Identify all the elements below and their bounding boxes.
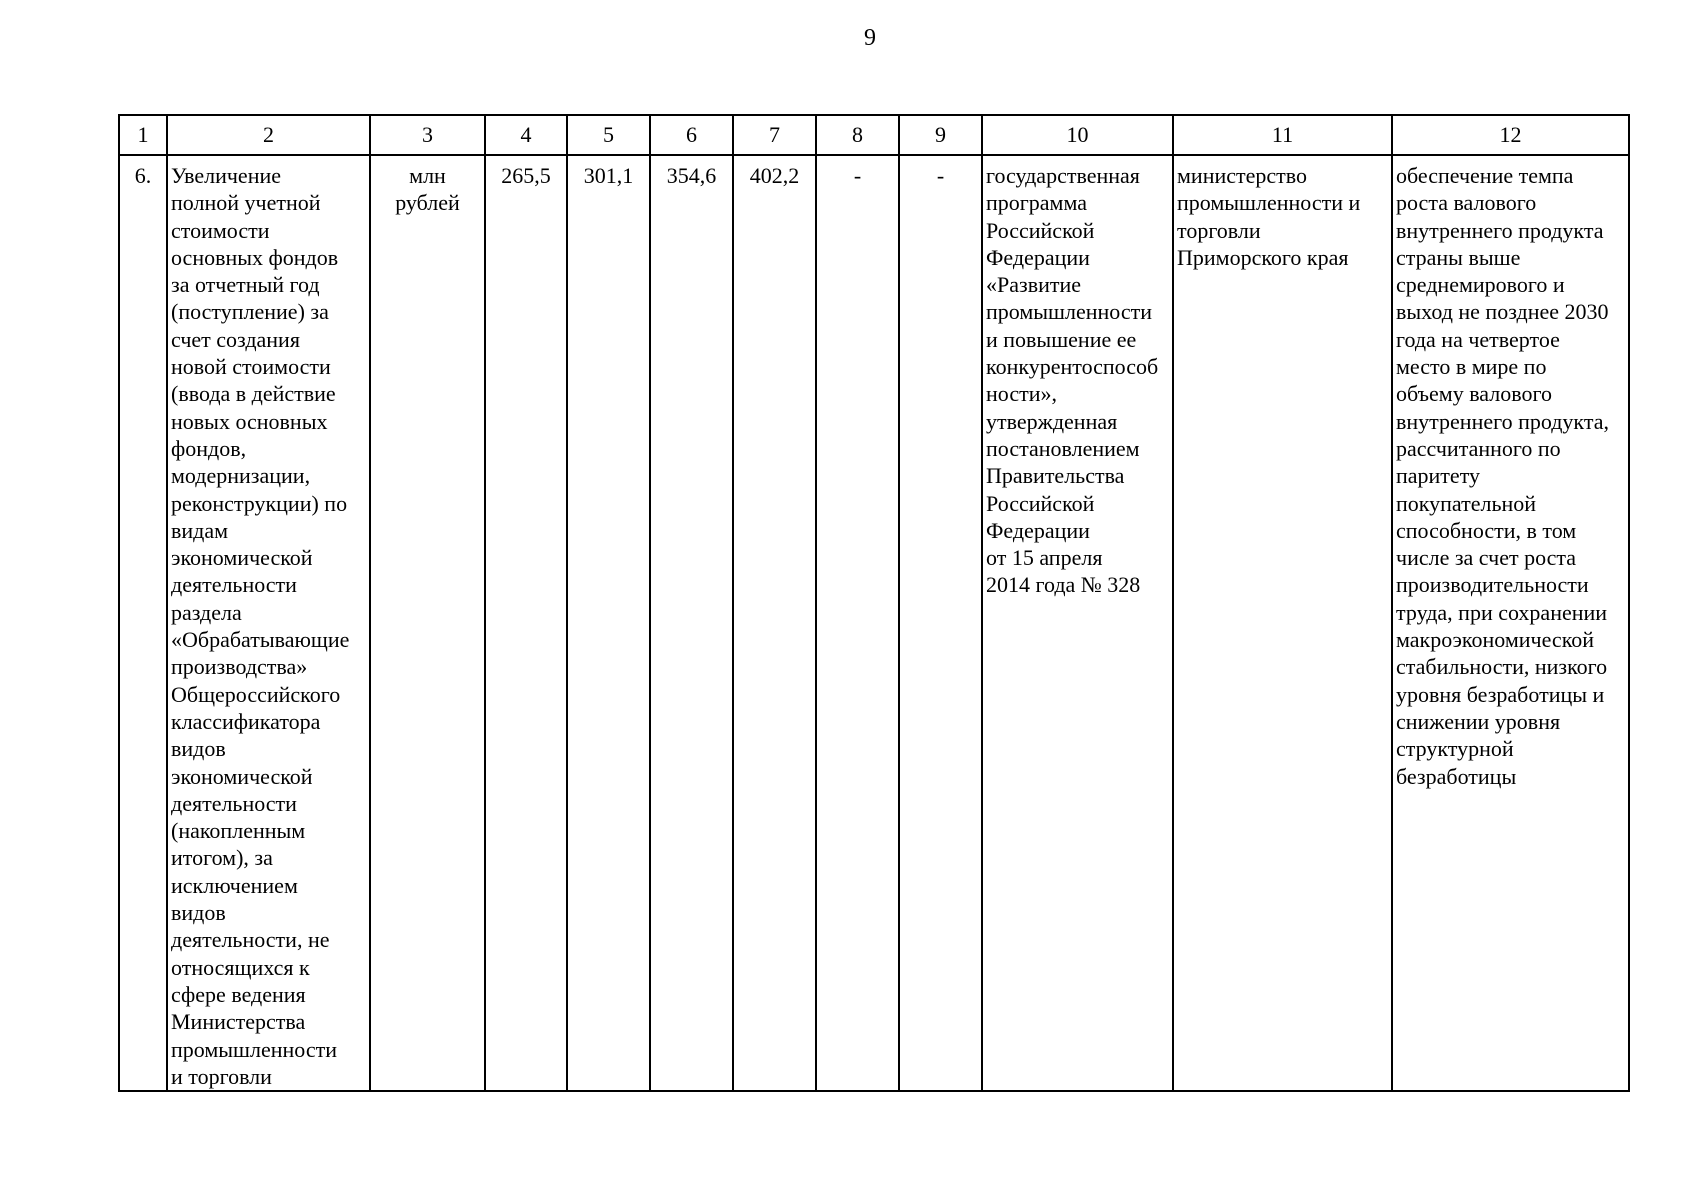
column-number: 8 — [816, 115, 899, 155]
row-index-cell — [119, 155, 167, 1091]
value-cell-9 — [899, 155, 982, 1091]
column-number: 10 — [982, 115, 1173, 155]
value-cell-7 — [733, 155, 816, 1091]
page-number: 9 — [864, 25, 876, 51]
value-cell-8 — [816, 155, 899, 1091]
column-number: 5 — [567, 115, 650, 155]
program-cell — [982, 155, 1173, 1091]
program-text: государственная программа Российской Федерации «Развитие промышленности и повышение ее конкурентоспособ ности», утвержденная постановлением Правительства Российской Федерации от 15 апреля 2014 года № 328 — [986, 163, 1159, 598]
responsible-text: министерство промышленности и торговли Приморского края — [1177, 163, 1361, 270]
column-number: 9 — [899, 115, 982, 155]
goal-cell — [1392, 155, 1629, 1091]
row-index: 6. — [134, 163, 152, 188]
unit-text: млн рублей — [395, 163, 460, 216]
column-number: 3 — [370, 115, 485, 155]
column-number-row — [119, 115, 1629, 155]
goal-text: обеспечение темпа роста валового внутреннего продукта страны выше среднемирового и выход не позднее 2030 года на четвертое место в мире по объему валового внутреннего продукта, рассчитанного по паритету покупательной способности, в том числе за счет роста производительности труда, при сохранении макроэкономической стабильности, низкого уровня безработицы и снижении уровня структурной безработицы — [1396, 163, 1609, 789]
value-5: 301,1 — [583, 163, 634, 188]
value-cell-6 — [650, 155, 733, 1091]
column-number: 7 — [733, 115, 816, 155]
unit-cell — [370, 155, 485, 1091]
column-number: 6 — [650, 115, 733, 155]
value-cell-5 — [567, 155, 650, 1091]
column-number: 1 — [119, 115, 167, 155]
value-6: 354,6 — [666, 163, 717, 188]
indicators-table — [118, 114, 1630, 1092]
value-9: - — [936, 163, 945, 188]
column-number: 11 — [1173, 115, 1392, 155]
table-row — [119, 155, 1629, 1091]
indicator-cell — [167, 155, 370, 1091]
value-8: - — [853, 163, 862, 188]
column-number: 2 — [167, 115, 370, 155]
responsible-cell — [1173, 155, 1392, 1091]
value-4: 265,5 — [501, 163, 551, 188]
column-number: 12 — [1392, 115, 1629, 155]
value-7: 402,2 — [749, 163, 800, 188]
value-cell-4 — [485, 155, 567, 1091]
indicator-text: Увеличение полной учетной стоимости основных фондов за отчетный год (поступление) за счет создания новой стоимости (ввода в действие новых основных фондов, модернизации, реконструкции) по видам экономической деятельности раздела «Обрабатывающие производства» Общероссийского классификатора видов экономической деятельности (накопленным итогом), за исключением видов деятельности, не относящихся к сфере ведения Министерства промышленности и торговли — [171, 163, 350, 1089]
column-number: 4 — [485, 115, 567, 155]
